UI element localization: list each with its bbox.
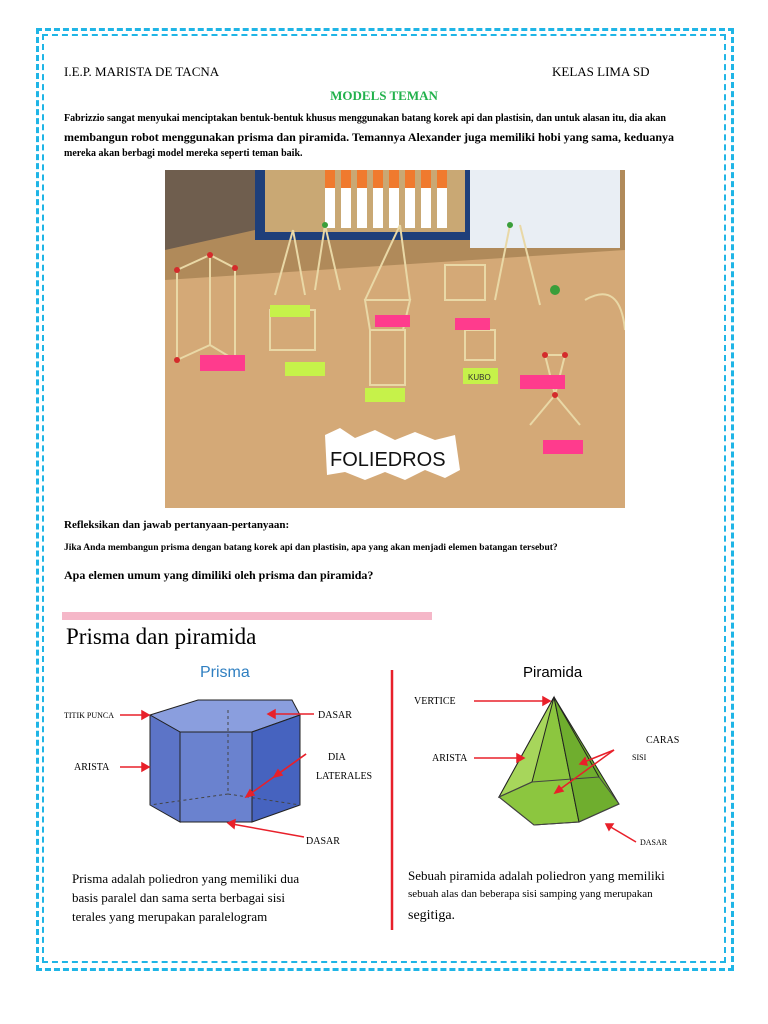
card-kubo: KUBO: [468, 373, 491, 382]
diagram-title: Prisma dan piramida: [66, 624, 257, 649]
school-name: I.E.P. MARISTA DE TACNA: [64, 64, 220, 79]
label-piramida-arista: ARISTA: [432, 753, 468, 764]
grade-label: KELAS LIMA SD: [552, 64, 650, 79]
question-1: Jika Anda membangun prisma dengan batang korek api dan plastisin, apa yang akan menjadi elemen batangan tersebut?: [64, 543, 558, 553]
prisma-heading: Prisma: [200, 664, 250, 681]
label-titik-punca: TITIK PUNCA: [64, 711, 114, 720]
label-vertice: VERTICE: [414, 696, 456, 707]
piramida-desc-line-2: sebuah alas dan beberapa sisi samping yang merupakan: [408, 888, 653, 900]
foliedros-sign: FOLIEDROS: [330, 449, 446, 471]
intro-line-3: mereka akan berbagi model mereka seperti teman baik.: [64, 148, 303, 159]
prisma-desc-line-3: terales yang merupakan paralelogram: [72, 909, 268, 924]
question-2: Apa elemen umum yang dimiliki oleh prisma dan piramida?: [64, 568, 374, 582]
piramida-desc-line-1: Sebuah piramida adalah poliedron yang memiliki: [408, 868, 665, 883]
label-sisi: SISI: [632, 753, 647, 762]
label-laterales: LATERALES: [316, 771, 373, 782]
page-title: MODELS TEMAN: [330, 88, 438, 103]
intro-line-1: Fabrizzio sangat menyukai menciptakan bentuk-bentuk khusus menggunakan batang korek api dan plastisin, dan untuk alasan itu, dia akan: [64, 113, 666, 124]
decorative-banner: [62, 612, 432, 620]
label-prisma-dasar-top: DASAR: [318, 710, 352, 721]
intro-line-2: membangun robot menggunakan prisma dan piramida. Temannya Alexander juga memiliki hobi yang sama, keduanya: [64, 130, 675, 144]
label-piramida-dasar: DASAR: [640, 838, 668, 847]
label-caras: CARAS: [646, 735, 680, 746]
piramida-heading: Piramida: [523, 664, 583, 681]
prisma-description: [72, 869, 372, 926]
label-prisma-arista: ARISTA: [74, 762, 110, 773]
prisma-desc-line-1: Prisma adalah poliedron yang memiliki dua: [72, 871, 300, 886]
questions-heading: Refleksikan dan jawab pertanyaan-pertanyaan:: [64, 519, 290, 531]
label-prisma-dasar-bottom: DASAR: [306, 836, 340, 847]
models-photo: [165, 170, 625, 508]
prism-shape: [150, 700, 300, 822]
piramida-desc-line-3: segitiga.: [408, 908, 456, 923]
label-dia: DIA: [328, 752, 346, 763]
prisma-desc-line-2: basis paralel dan sama serta berbagai sisi: [72, 890, 285, 905]
piramida-description: [408, 867, 718, 929]
